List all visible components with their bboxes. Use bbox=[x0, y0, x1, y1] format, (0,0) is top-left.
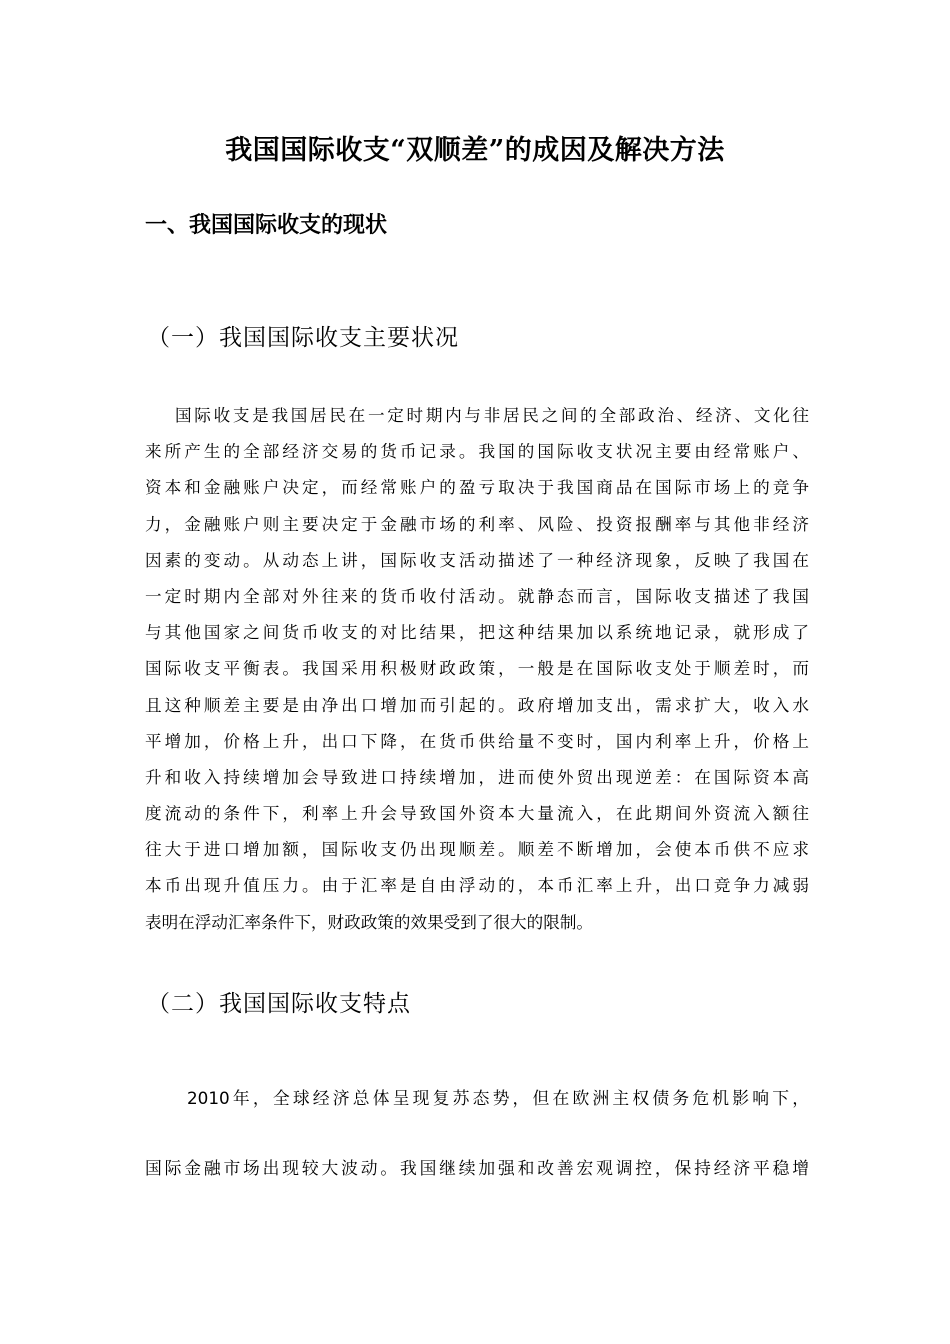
paragraph-line: 表明在浮动汇率条件下，财政政策的效果受到了很大的限制。 bbox=[145, 912, 594, 932]
section-heading-1: 一、我国国际收支的现状 bbox=[145, 213, 388, 238]
paragraph-2-line-1 bbox=[145, 1080, 809, 1116]
paragraph-line: 国际收支平衡表。我国采用积极财政政策，一般是在国际收支处于顺差时，而 bbox=[145, 659, 809, 679]
paragraph-line: 因素的变动。从动态上讲，国际收支活动描述了一种经济现象，反映了我国在 bbox=[145, 550, 809, 570]
paragraph-line: 与其他国家之间货币收支的对比结果，把这种结果加以系统地记录，就形成了 bbox=[145, 623, 809, 643]
paragraph-line: 平增加，价格上升，出口下降，在货币供给量不变时，国内利率上升，价格上 bbox=[145, 731, 809, 751]
paragraph-line: 国际金融市场出现较大波动。我国继续加强和改善宏观调控，保持经济平稳增 bbox=[145, 1158, 809, 1178]
paragraph-line: 且这种顺差主要是由净出口增加而引起的。政府增加支出，需求扩大，收入水 bbox=[145, 695, 809, 715]
document-title: 我国国际收支“双顺差”的成因及解决方法 bbox=[225, 135, 725, 166]
paragraph-1 bbox=[145, 398, 809, 941]
paragraph-line: 升和收入持续增加会导致进口持续增加，进而使外贸出现逆差：在国际资本高 bbox=[145, 767, 809, 787]
paragraph-line: 2010年，全球经济总体呈现复苏态势，但在欧洲主权债务危机影响下， bbox=[187, 1088, 809, 1108]
paragraph-line: 力，金融账户则主要决定于金融市场的利率、风险、投资报酬率与其他非经济 bbox=[145, 514, 809, 534]
paragraph-line: 来所产生的全部经济交易的货币记录。我国的国际收支状况主要由经常账户、 bbox=[145, 442, 809, 462]
paragraph-line: 度流动的条件下，利率上升会导致国外资本大量流入，在此期间外资流入额往 bbox=[145, 804, 809, 824]
paragraph-line: 资本和金融账户决定，而经常账户的盈亏取决于我国商品在国际市场上的竞争 bbox=[145, 478, 809, 498]
paragraph-line: 本币出现升值压力。由于汇率是自由浮动的，本币汇率上升，出口竞争力减弱 bbox=[145, 876, 809, 896]
subsection-heading-2: （二）我国国际收支特点 bbox=[147, 991, 411, 1017]
paragraph-line: 往大于进口增加额，国际收支仍出现顺差。顺差不断增加，会使本币供不应求 bbox=[145, 840, 809, 860]
paragraph-line: 一定时期内全部对外往来的货币收付活动。就静态而言，国际收支描述了我国 bbox=[145, 586, 809, 606]
paragraph-2-line-2 bbox=[145, 1150, 809, 1186]
subsection-heading-1: （一）我国国际收支主要状况 bbox=[147, 325, 459, 351]
paragraph-line: 国际收支是我国居民在一定时期内与非居民之间的全部政治、经济、文化往 bbox=[175, 406, 809, 425]
